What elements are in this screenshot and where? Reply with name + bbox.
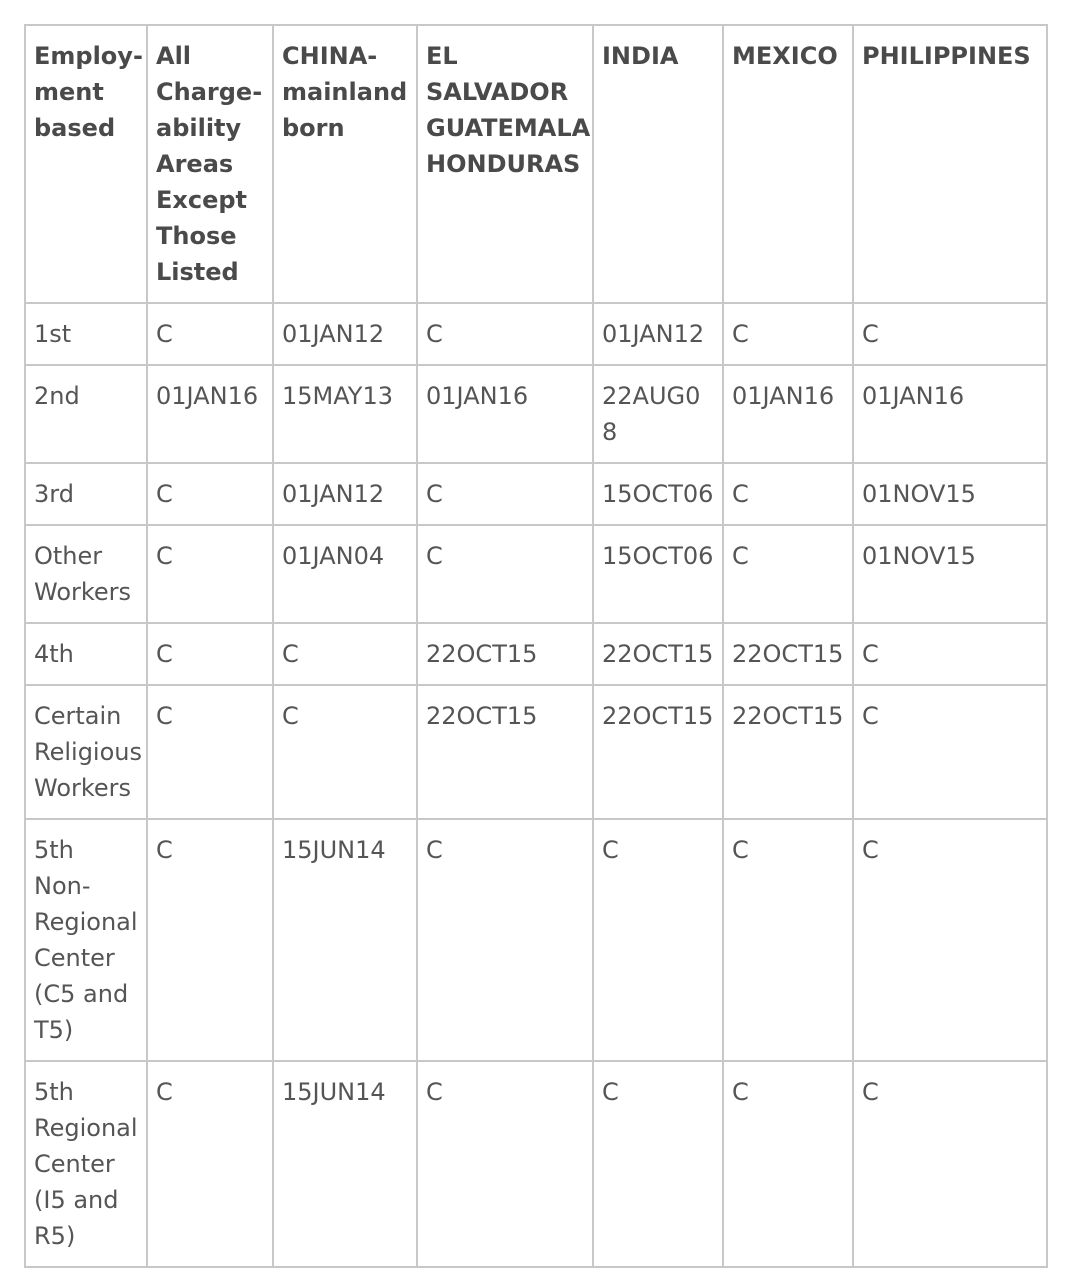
- cutoff-date-cell: C: [417, 303, 593, 365]
- cutoff-date-cell: C: [853, 623, 1047, 685]
- row-category-label: 4th: [34, 640, 74, 668]
- cutoff-date-cell: 01JAN16: [147, 365, 273, 463]
- row-category-cell: [25, 685, 147, 819]
- table-row: [25, 685, 1047, 819]
- cutoff-date-cell: 22OCT15: [593, 623, 723, 685]
- cutoff-date-cell: 15JUN14: [273, 819, 417, 1061]
- cutoff-date-cell: 15OCT06: [593, 463, 723, 525]
- row-category-label: Workers: [34, 578, 132, 606]
- header-row: [25, 25, 1047, 303]
- cutoff-date-cell: C: [147, 819, 273, 1061]
- cutoff-date-cell: C: [417, 1061, 593, 1267]
- row-category-label: T5): [34, 1016, 74, 1044]
- header-china: CHINA- mainland born: [273, 25, 417, 303]
- row-category-label: 5th: [34, 1078, 74, 1106]
- cutoff-date-cell: C: [723, 819, 853, 1061]
- cutoff-date-cell: 15OCT06: [593, 525, 723, 623]
- row-category-cell: [25, 463, 147, 525]
- cutoff-date-cell: C: [147, 525, 273, 623]
- cutoff-date-cell: C: [853, 819, 1047, 1061]
- header-mexico: MEXICO: [723, 25, 853, 303]
- table-row: [25, 1061, 1047, 1267]
- row-category-label: Workers: [34, 774, 132, 802]
- table-row: [25, 819, 1047, 1061]
- table-row: [25, 303, 1047, 365]
- table-row: [25, 525, 1047, 623]
- row-category-label: Religious: [34, 738, 142, 766]
- row-category-label: Regional: [34, 908, 138, 936]
- row-category-label: (C5 and: [34, 980, 129, 1008]
- cutoff-date-cell: C: [417, 463, 593, 525]
- cutoff-date-cell: C: [147, 463, 273, 525]
- row-category-label: Regional: [34, 1114, 138, 1142]
- cutoff-date-cell: 01JAN12: [273, 303, 417, 365]
- header-all-chargeability: All Charge- ability Areas Except Those Listed: [147, 25, 273, 303]
- cutoff-date-cell: C: [147, 303, 273, 365]
- cutoff-date-cell: C: [273, 685, 417, 819]
- cutoff-date-cell: C: [723, 463, 853, 525]
- header-india: INDIA: [593, 25, 723, 303]
- cutoff-date-cell: C: [853, 303, 1047, 365]
- row-category-label: Non-: [34, 872, 91, 900]
- row-category-label: Center: [34, 1150, 115, 1178]
- cutoff-date-cell: 01JAN12: [593, 303, 723, 365]
- row-category-cell: [25, 819, 147, 1061]
- cutoff-date-cell: 01NOV15: [853, 463, 1047, 525]
- row-category-cell: [25, 623, 147, 685]
- table-row: [25, 623, 1047, 685]
- row-category-label: 5th: [34, 836, 74, 864]
- row-category-label: Certain: [34, 702, 122, 730]
- header-philippines: PHILIPPINES: [853, 25, 1047, 303]
- cutoff-date-cell: C: [593, 1061, 723, 1267]
- row-category-label: Center: [34, 944, 115, 972]
- cutoff-date-cell: C: [853, 685, 1047, 819]
- cutoff-date-cell: C: [723, 525, 853, 623]
- row-category-label: Other: [34, 542, 103, 570]
- row-category-label: 1st: [34, 320, 72, 348]
- cutoff-date-cell: C: [147, 685, 273, 819]
- cutoff-date-cell: C: [723, 1061, 853, 1267]
- header-el-salvador-guatemala-honduras: EL SALVADOR GUATEMALA HONDURAS: [417, 25, 593, 303]
- cutoff-date-cell: 01JAN16: [723, 365, 853, 463]
- row-category-label: (I5 and: [34, 1186, 119, 1214]
- cutoff-date-cell: C: [723, 303, 853, 365]
- row-category-cell: [25, 1061, 147, 1267]
- cutoff-date-cell: 01JAN04: [273, 525, 417, 623]
- cutoff-date-cell: 01JAN12: [273, 463, 417, 525]
- table-row: [25, 463, 1047, 525]
- cutoff-date-cell: C: [147, 623, 273, 685]
- cutoff-date-cell: 15JUN14: [273, 1061, 417, 1267]
- cutoff-date-cell: 22OCT15: [723, 685, 853, 819]
- cutoff-date-cell: 01NOV15: [853, 525, 1047, 623]
- row-category-label: 2nd: [34, 382, 80, 410]
- cutoff-date-cell: C: [417, 819, 593, 1061]
- table-body: [25, 303, 1047, 1267]
- row-category-cell: [25, 303, 147, 365]
- cutoff-date-cell: 22AUG08: [593, 365, 723, 463]
- cutoff-date-cell: C: [417, 525, 593, 623]
- cutoff-date-cell: 22OCT15: [593, 685, 723, 819]
- cutoff-date-cell: 22OCT15: [723, 623, 853, 685]
- cutoff-date-cell: C: [273, 623, 417, 685]
- row-category-label: 3rd: [34, 480, 74, 508]
- row-category-cell: [25, 525, 147, 623]
- cutoff-date-cell: 15MAY13: [273, 365, 417, 463]
- table-row: [25, 365, 1047, 463]
- cutoff-date-cell: C: [853, 1061, 1047, 1267]
- cutoff-date-cell: C: [147, 1061, 273, 1267]
- cutoff-date-cell: 22OCT15: [417, 685, 593, 819]
- cutoff-date-cell: 22OCT15: [417, 623, 593, 685]
- header-employment-based: Employ- ment based: [25, 25, 147, 303]
- row-category-cell: [25, 365, 147, 463]
- cutoff-date-cell: C: [593, 819, 723, 1061]
- cutoff-date-cell: 01JAN16: [417, 365, 593, 463]
- visa-bulletin-table: [24, 24, 1048, 1268]
- row-category-label: R5): [34, 1222, 76, 1250]
- cutoff-date-cell: 01JAN16: [853, 365, 1047, 463]
